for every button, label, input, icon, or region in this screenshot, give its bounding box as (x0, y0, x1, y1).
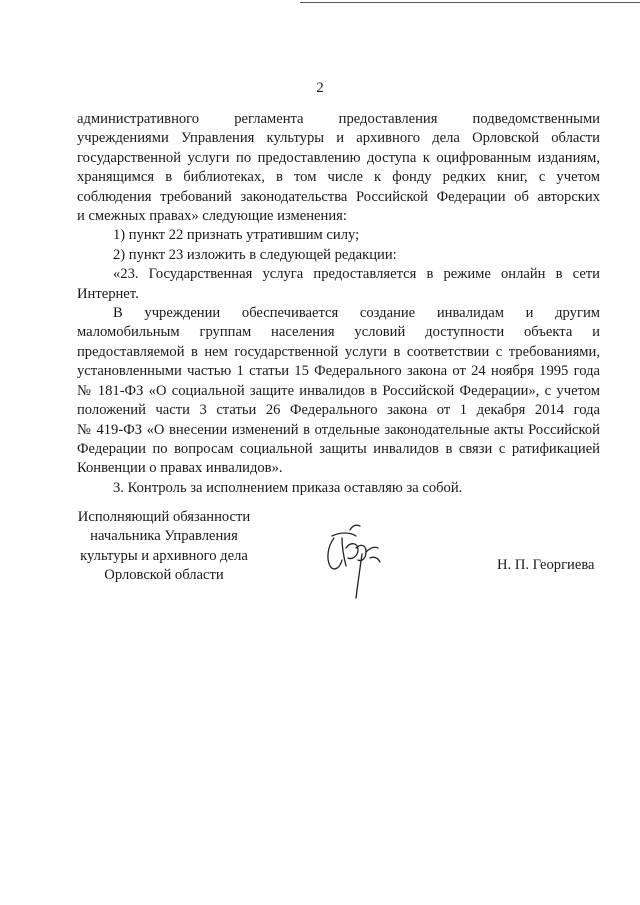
text-line: и смежных правах» следующие изменения: (77, 208, 347, 225)
text-line: «23. Государственная услуга предоставляется в режиме онлайн в сети (113, 266, 600, 283)
text-line: положений части 3 статьи 26 Федерального закона от 1 декабря 2014 года (77, 402, 600, 419)
text-line: № 419-ФЗ «О внесении изменений в отдельные законодательные акты Российской (77, 421, 600, 438)
scan-edge-line (300, 2, 640, 3)
text-line: установленными частью 1 статьи 15 Федерального закона от 24 ноября 1995 года (77, 363, 600, 380)
signatory-position-line: Исполняющий обязанности (77, 509, 251, 525)
text-line: соблюдения требований законодательства Российской Федерации об авторских (77, 188, 600, 205)
text-line: учреждениями Управления культуры и архивного дела Орловской области (77, 130, 600, 147)
text-line: Конвенции о правах инвалидов». (77, 460, 283, 477)
signatory-name: Н. П. Георгиева (497, 557, 595, 573)
paragraph-control (77, 479, 600, 498)
text-line: предоставляемой в нем государственной услуги в соответствии с требованиями, (77, 343, 600, 360)
text-line: Федерации по вопросам социальной защиты инвалидов в связи с ратификацией (77, 440, 600, 457)
signatory-position-line: Орловской области (104, 567, 224, 584)
text-line: административного регламента предоставления подведомственными (77, 111, 600, 127)
text-line: 3. Контроль за исполнением приказа оставляю за собой. (113, 479, 463, 496)
page-number: 2 (316, 80, 324, 96)
signatory-position (60, 508, 268, 586)
text-line: В учреждении обеспечивается создание инвалидам и другим (113, 305, 600, 322)
text-line: маломобильным группам населения условий доступности объекта и (77, 324, 600, 341)
text-line: государственной услуги по предоставлению доступа к оцифрованным изданиям, (77, 149, 600, 166)
text-line: 1) пункт 22 признать утратившим силу; (113, 227, 360, 244)
paragraph-item-23-text (77, 265, 600, 304)
text-line: 2) пункт 23 изложить в следующей редакции: (113, 246, 397, 263)
paragraph-regulation-changes (77, 110, 600, 226)
paragraph-item-23 (77, 246, 600, 265)
paragraph-item-22 (77, 226, 600, 245)
text-line: № 181-ФЗ «О социальной защите инвалидов в Российской Федерации», с учетом (77, 382, 600, 399)
paragraph-accessibility (77, 304, 600, 479)
document-body (77, 110, 600, 498)
text-line: хранящимся в библиотеках, в том числе к фонду редких книг, с учетом (77, 169, 600, 186)
handwritten-signature (320, 518, 390, 608)
signatory-position-line: начальника Управления (90, 528, 238, 545)
signatory-position-line: культуры и архивного дела (80, 547, 248, 564)
text-line: Интернет. (77, 285, 139, 302)
